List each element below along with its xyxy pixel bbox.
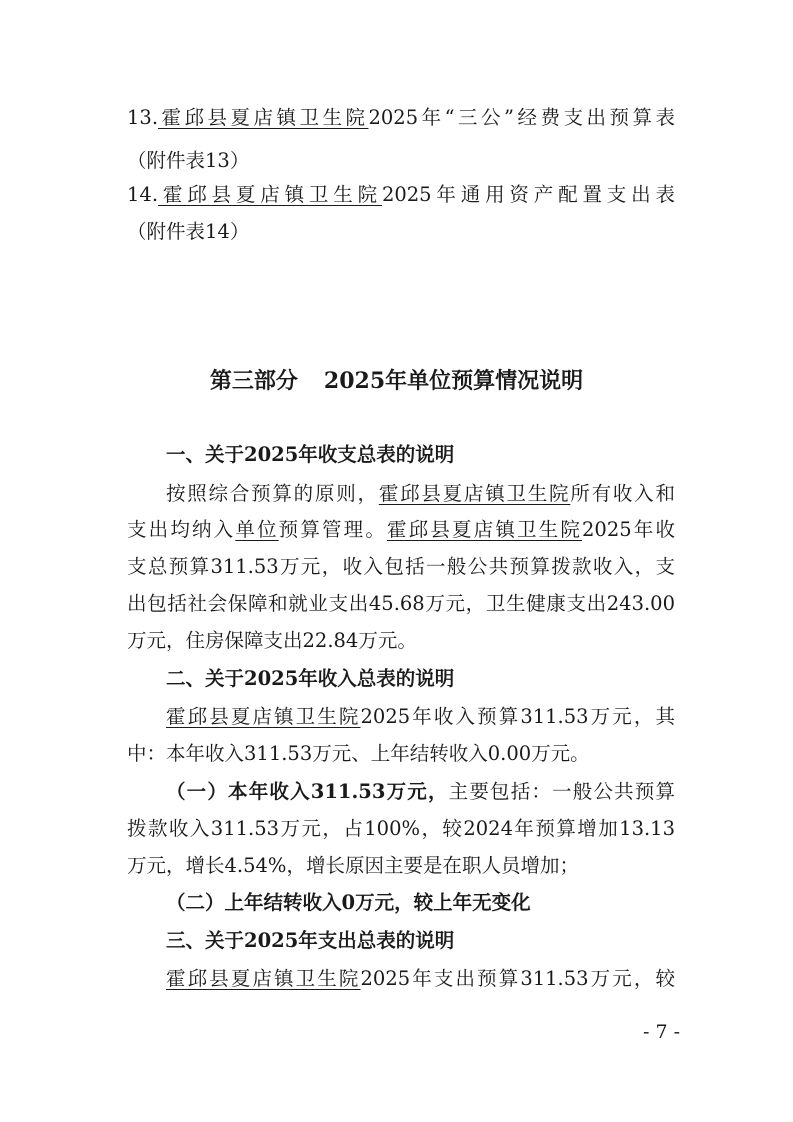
section2-para-line: 中：本年收入311.53万元、上年结转收入0.00万元。 (127, 742, 590, 765)
section2-sub1-line: 拨款收入311.53万元，占100%，较2024年预算增加13.13 (127, 817, 675, 840)
text-span: 按照综合预算的原则， (166, 482, 379, 505)
part-title (0, 366, 793, 396)
section3-heading: 三、关于2025年支出总表的说明 (166, 929, 455, 952)
section2-para-line (166, 703, 675, 731)
section1-para-line (166, 480, 675, 508)
unit-name-link: 霍邱县夏店镇卫生院 (158, 106, 369, 129)
attachment-title: 2025年“三公”经费支出预算表 (368, 106, 675, 129)
unit-name: 霍邱县夏店镇卫生院 (166, 967, 361, 990)
attachment-14-note: （附件表14） (127, 220, 250, 243)
section2-sub1-line (166, 778, 675, 806)
section1-heading: 一、关于2025年收支总表的说明 (166, 443, 455, 466)
unit-name-link: 霍邱县夏店镇卫生院 (158, 183, 382, 206)
text-span: 支出均纳入 (127, 518, 236, 541)
part-label: 第三部分 (209, 368, 298, 394)
text-span: 2025年支出预算311.53万元，较 (360, 967, 675, 990)
section1-para-line: 万元，住房保障支出22.84万元。 (127, 629, 417, 652)
section1-para-line: 出包括社会保障和就业支出45.68万元，卫生健康支出243.00 (127, 592, 675, 615)
page-number: - 7 - (642, 1021, 680, 1043)
section2-heading: 二、关于2025年收入总表的说明 (166, 667, 455, 690)
text-span: 预算管理。 (278, 518, 387, 541)
sub1-heading: （一）本年收入311.53万元， (166, 780, 449, 803)
unit-term: 单位 (235, 518, 279, 541)
text-span: 2025年收入预算311.53万元，其 (360, 705, 675, 728)
section2-sub1-line: 万元，增长4.54%，增长原因主要是在职人员增加； (127, 854, 579, 877)
part-heading: 2025年单位预算情况说明 (323, 368, 584, 394)
attachment-14-line (127, 181, 675, 209)
section1-para-line: 支总预算311.53万元，收入包括一般公共预算拨款收入，支 (127, 555, 675, 578)
unit-name: 霍邱县夏店镇卫生院 (378, 482, 571, 505)
attachment-title: 2025年通用资产配置支出表 (381, 183, 675, 206)
unit-name: 霍邱县夏店镇卫生院 (166, 705, 361, 728)
text-span: 2025年收 (582, 518, 675, 541)
attachment-13-line (127, 104, 675, 132)
attachment-number: 14. (127, 183, 159, 206)
text-span: 主要包括：一般公共预算 (448, 780, 675, 803)
section3-para-line (166, 965, 675, 993)
section1-para-line (127, 516, 675, 544)
attachment-13-note: （附件表13） (127, 149, 250, 172)
section2-sub2-heading: （二）上年结转收入0万元，较上年无变化 (166, 891, 531, 914)
unit-name: 霍邱县夏店镇卫生院 (387, 518, 582, 541)
attachment-number: 13. (127, 106, 159, 129)
text-span: 所有收入和 (570, 482, 675, 505)
